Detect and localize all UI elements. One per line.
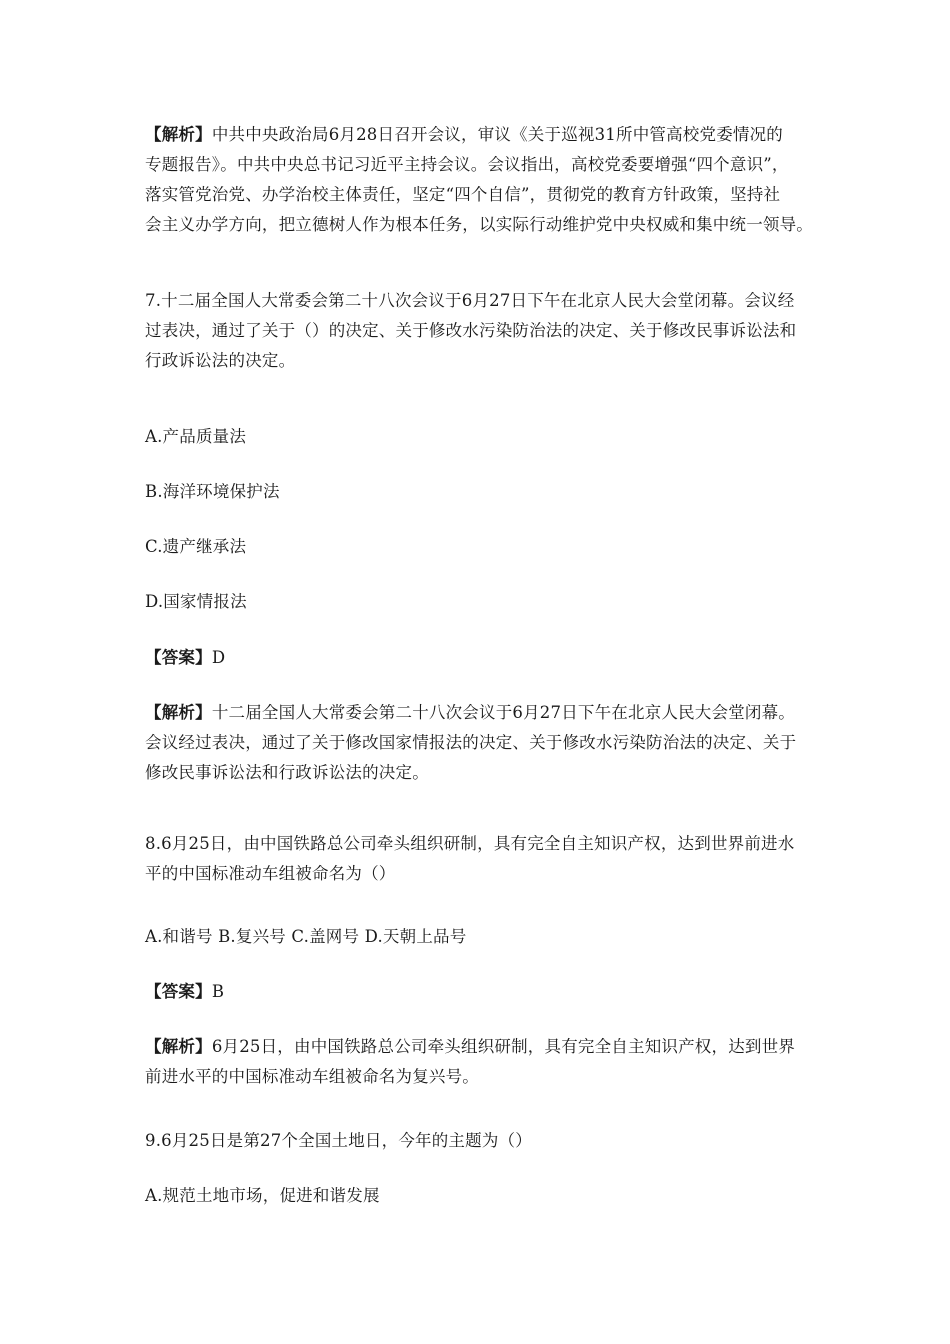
answer-tag: 【答案】 (145, 648, 212, 667)
question-line: 过表决，通过了关于（）的决定、关于修改水污染防治法的决定、关于修改民事诉讼法和 (145, 321, 797, 340)
option-a: A.产品质量法 (145, 427, 247, 446)
analysis-line: 专题报告》。中共中央总书记习近平主持会议。会议指出，高校党委要增强“四个意识”， (145, 155, 789, 174)
answer-tag: 【答案】 (145, 982, 212, 1001)
analysis-tag: 【解析】 (145, 703, 212, 722)
analysis-line: 6月25日，由中国铁路总公司牵头组织研制，具有完全自主知识产权，达到世界 (211, 1037, 796, 1056)
options-q8: A.和谐号 B.复兴号 C.盖网号 D.天朝上品号 (145, 927, 467, 946)
question-line: 8.6月25日，由中国铁路总公司牵头组织研制，具有完全自主知识产权，达到世界前进水 (145, 834, 795, 853)
option-d: D.国家情报法 (145, 592, 247, 611)
question-line: 9.6月25日是第27个全国土地日，今年的主题为（） (145, 1131, 532, 1150)
option-a: A.规范土地市场，促进和谐发展 (145, 1186, 380, 1205)
analysis-tag: 【解析】 (145, 125, 212, 144)
analysis-line: 十二届全国人大常委会第二十八次会议于6月27日下午在北京人民大会堂闭幕。 (211, 703, 796, 722)
analysis-line: 中共中央政治局6月28日召开会议，审议《关于巡视31所中管高校党委情况的 (211, 125, 784, 144)
answer-q7 (145, 643, 815, 673)
answer-q8 (145, 977, 815, 1007)
analysis-line: 前进水平的中国标准动车组被命名为复兴号。 (145, 1067, 479, 1086)
question-line: 平的中国标准动车组被命名为（） (145, 864, 396, 883)
question-7-stem (145, 286, 815, 376)
question-line: 行政诉讼法的决定。 (145, 351, 296, 370)
answer-value: D (211, 648, 226, 667)
analysis-q8 (145, 1032, 815, 1092)
option-b: B.海洋环境保护法 (145, 482, 280, 501)
analysis-q6 (145, 120, 815, 240)
option-c: C.遗产继承法 (145, 537, 247, 556)
question-9-stem (145, 1126, 815, 1156)
question-line: 7.十二届全国人大常委会第二十八次会议于6月27日下午在北京人民大会堂闭幕。会议经 (145, 291, 795, 310)
question-8-stem (145, 829, 815, 889)
analysis-q7 (145, 698, 815, 788)
answer-value: B (211, 982, 225, 1001)
analysis-line: 修改民事诉讼法和行政诉讼法的决定。 (145, 763, 429, 782)
analysis-line: 落实管党治党、办学治校主体责任，坚定“四个自信”，贯彻党的教育方针政策，坚持社 (145, 185, 781, 204)
analysis-line: 会主义办学方向，把立德树人作为根本任务，以实际行动维护党中央权威和集中统一领导。 (145, 215, 813, 234)
analysis-line: 会议经过表决，通过了关于修改国家情报法的决定、关于修改水污染防治法的决定、关于 (145, 733, 797, 752)
analysis-tag: 【解析】 (145, 1037, 212, 1056)
